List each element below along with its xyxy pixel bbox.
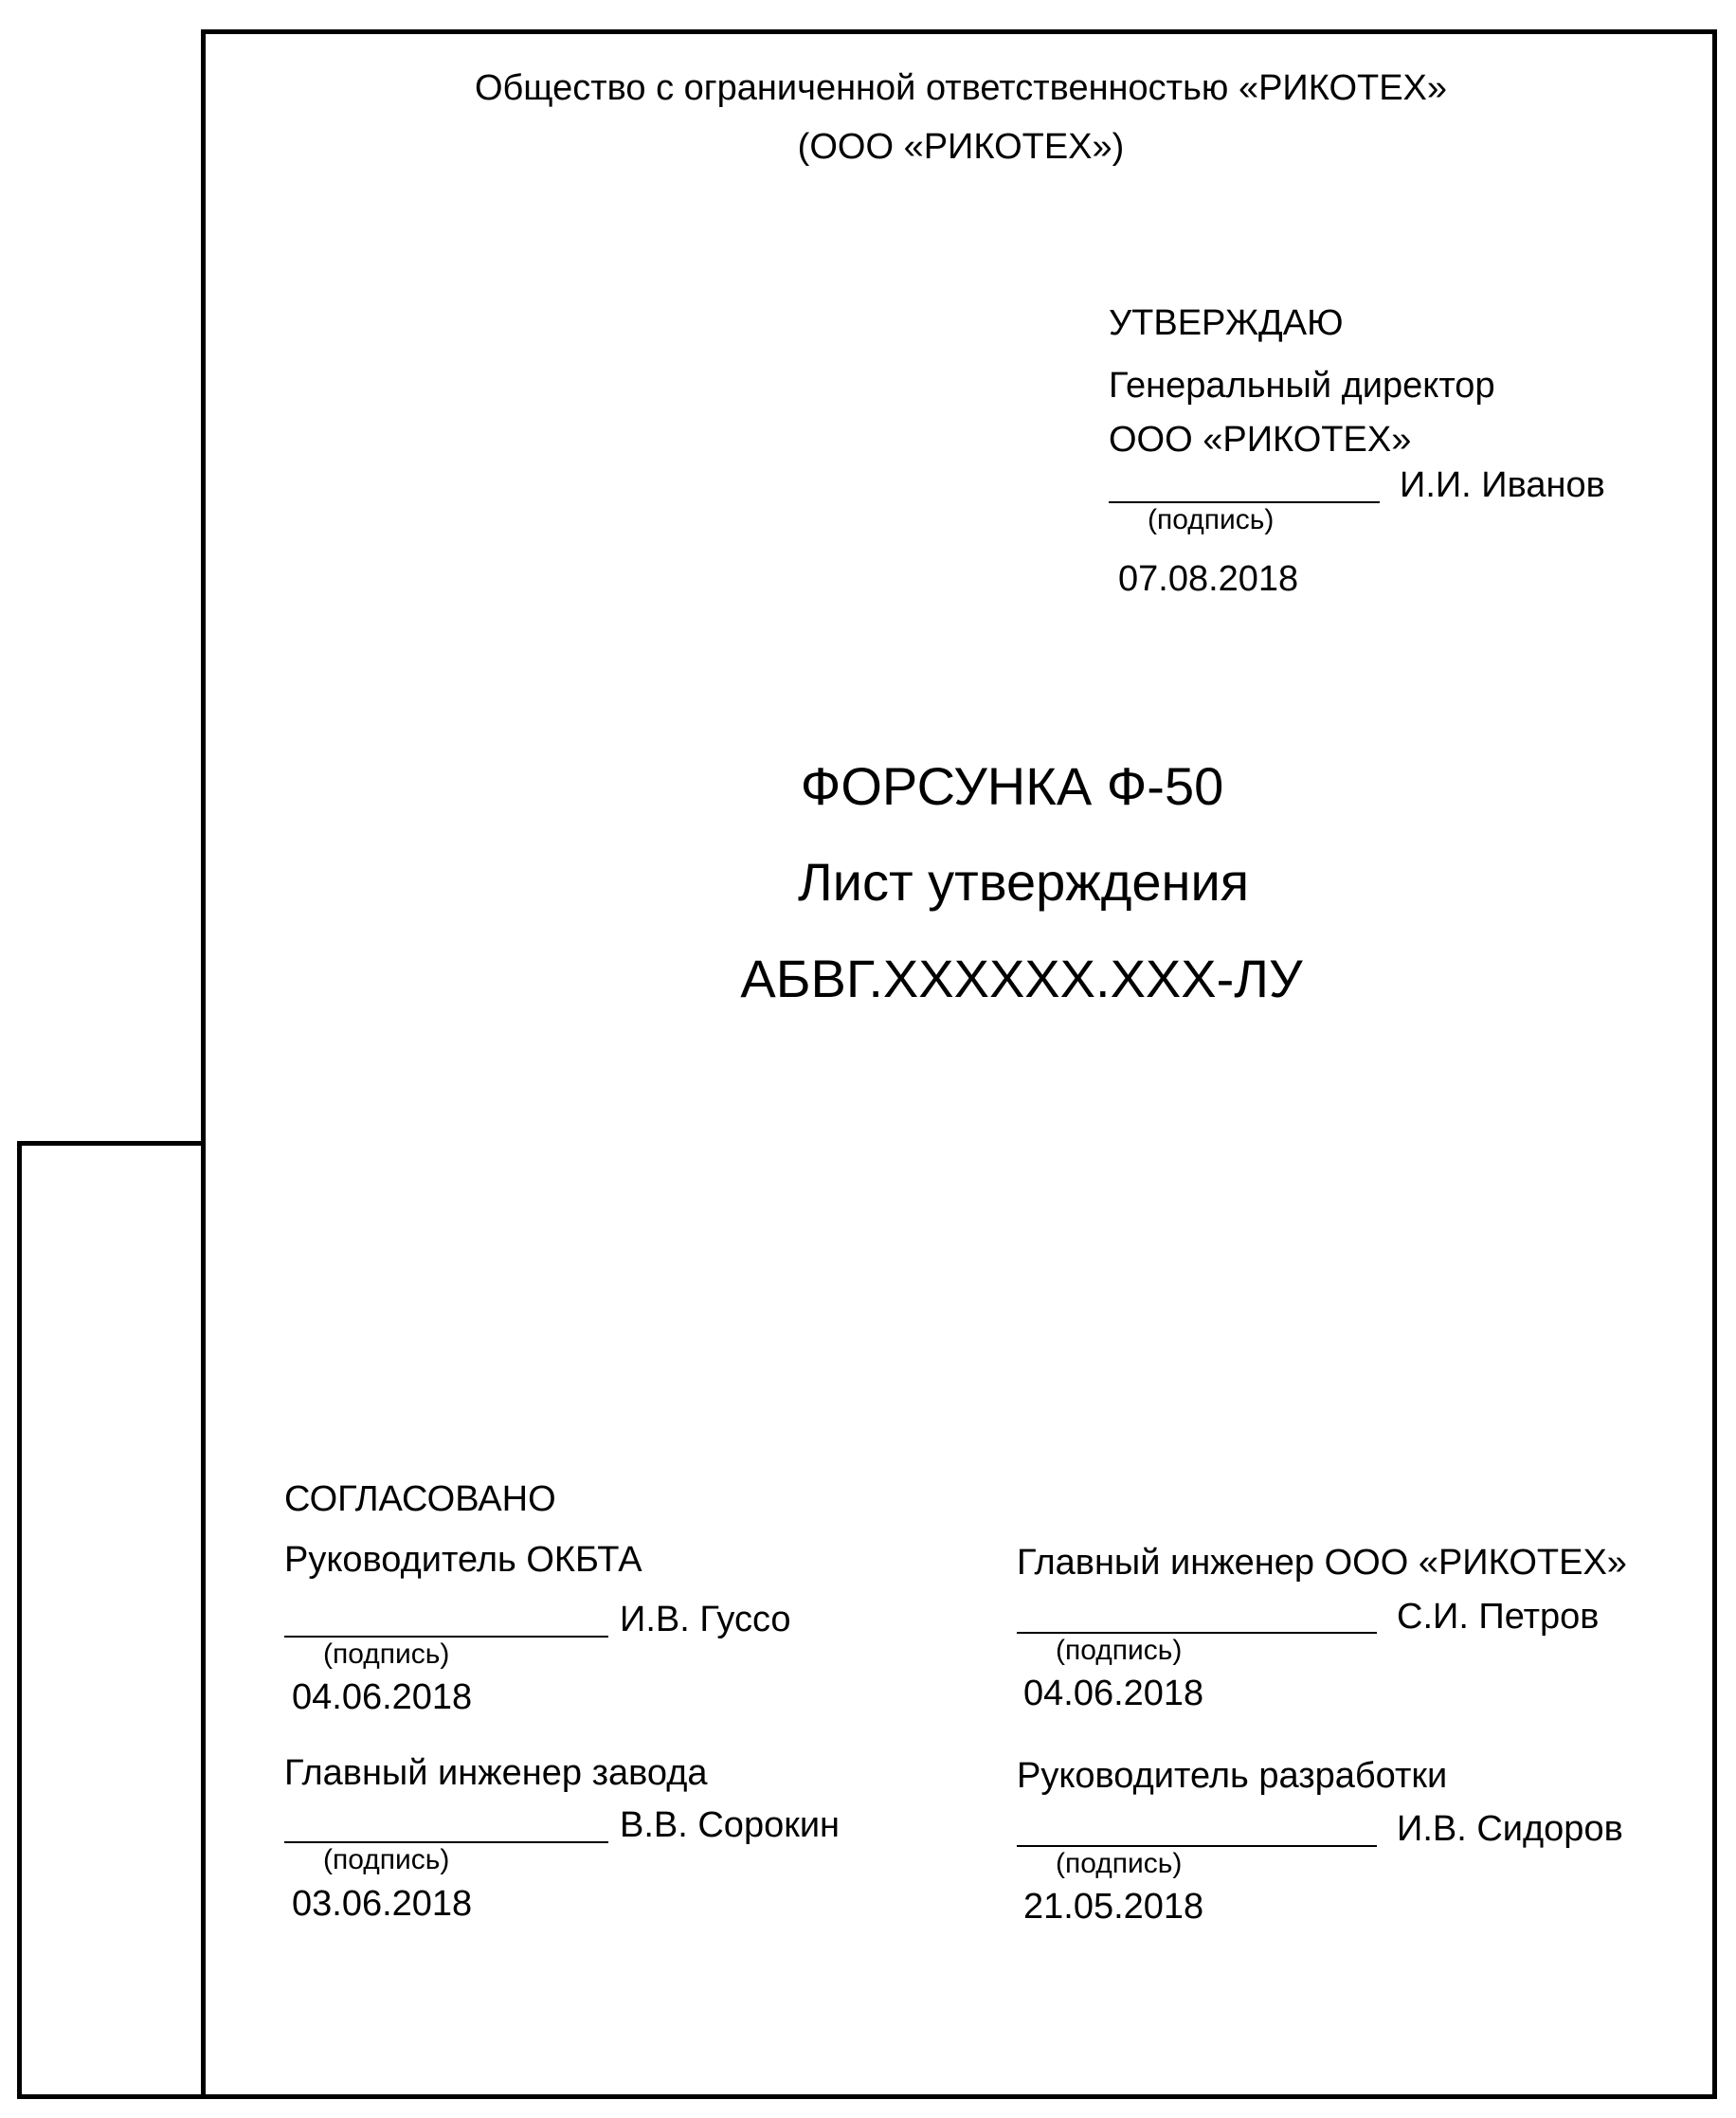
signature-caption: (подпись) — [323, 1844, 450, 1875]
approver-signature-line — [1109, 501, 1380, 503]
signature-line — [1017, 1845, 1377, 1847]
signatory-position: Руководитель ОКБТА — [284, 1540, 642, 1580]
approver-name: И.И. Иванов — [1400, 465, 1605, 505]
document-type: Лист утверждения — [797, 852, 1250, 912]
signatory-name: С.И. Петров — [1397, 1597, 1600, 1637]
signatory-position: Главный инженер ООО «РИКОТЕХ» — [1017, 1543, 1627, 1583]
product-title: ФОРСУНКА Ф-50 — [800, 756, 1224, 816]
organization-short-name: (ООО «РИКОТЕХ») — [797, 127, 1125, 167]
signature-caption: (подпись) — [1056, 1635, 1183, 1666]
organization-full-name: Общество с ограниченной ответственностью «РИКОТЕХ» — [474, 68, 1448, 108]
signatory-name: И.В. Сидоров — [1397, 1809, 1623, 1849]
signatory-name: В.В. Сорокин — [620, 1805, 841, 1845]
approver-signature-caption: (подпись) — [1148, 504, 1275, 535]
document-designation: АБВГ.XXXXXX.XXX-ЛУ — [740, 949, 1303, 1008]
side-margin-frame — [17, 1141, 206, 2099]
signatory-position: Главный инженер завода — [284, 1753, 708, 1793]
signature-date: 21.05.2018 — [1023, 1887, 1204, 1927]
signature-date: 04.06.2018 — [292, 1677, 473, 1717]
signature-line — [284, 1841, 608, 1843]
signature-line — [284, 1636, 608, 1638]
approver-position: Генеральный директор — [1109, 366, 1495, 406]
signatory-name: И.В. Гуссо — [620, 1600, 791, 1639]
approval-heading: УТВЕРЖДАЮ — [1109, 303, 1344, 343]
approval-date: 07.08.2018 — [1118, 559, 1299, 599]
signature-date: 04.06.2018 — [1023, 1674, 1204, 1713]
approver-organization: ООО «РИКОТЕХ» — [1109, 420, 1412, 460]
signature-caption: (подпись) — [323, 1638, 450, 1670]
agreed-heading: СОГЛАСОВАНО — [284, 1479, 556, 1519]
signature-date: 03.06.2018 — [292, 1884, 473, 1924]
signature-line — [1017, 1632, 1377, 1634]
signature-caption: (подпись) — [1056, 1848, 1183, 1879]
signatory-position: Руководитель разработки — [1017, 1756, 1448, 1796]
